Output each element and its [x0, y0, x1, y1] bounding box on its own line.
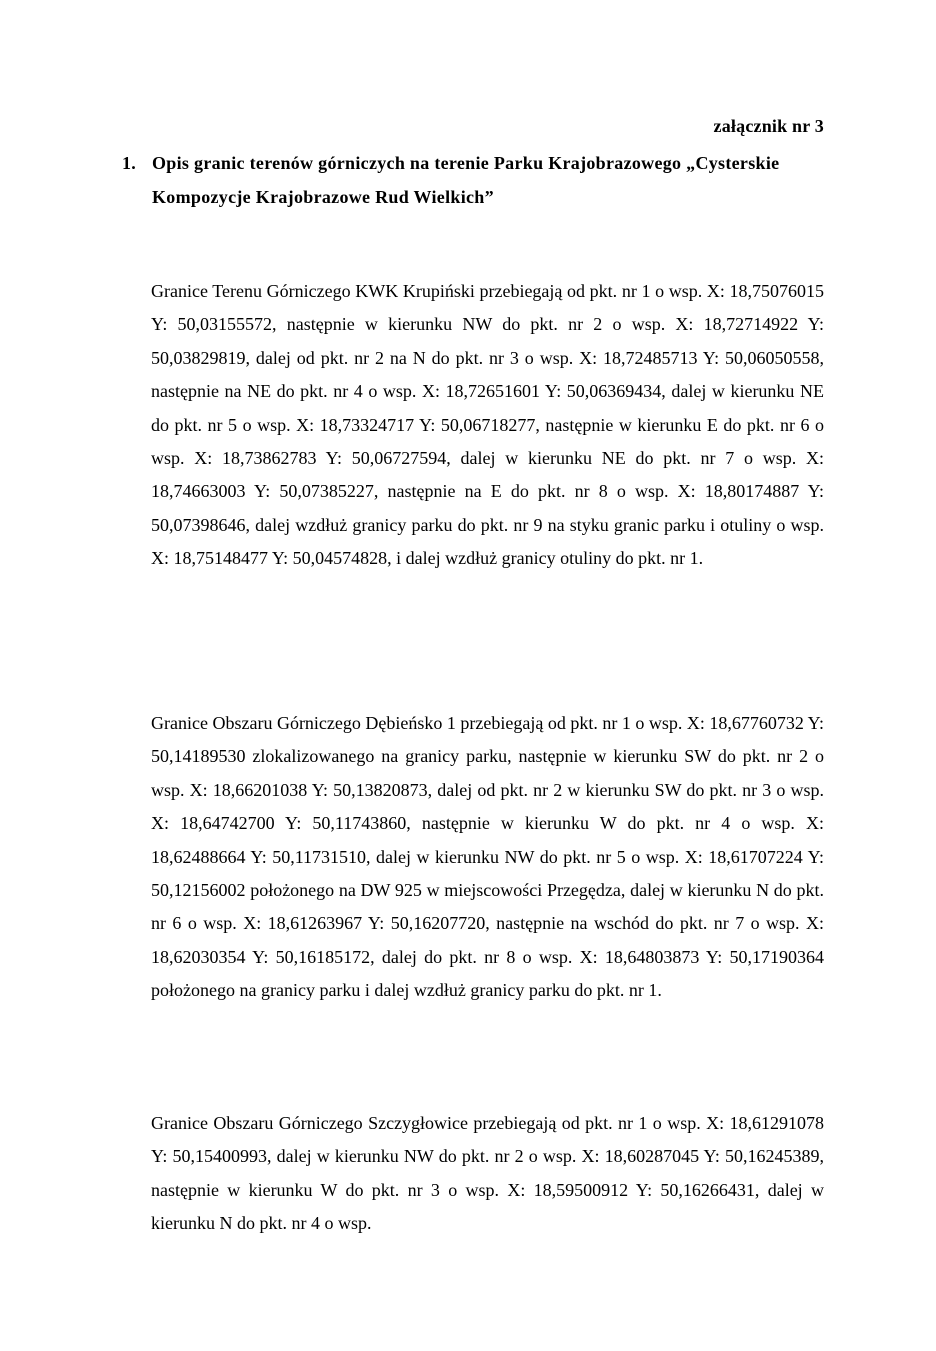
- paragraph-szczyglowice: Granice Obszaru Górniczego Szczygłowice przebiegają od pkt. nr 1 o wsp. X: 18,61291078 Y: 50,15400993, dalej w kierunku NW do pkt. nr 2 o wsp. X: 18,60287045 Y: 50,16245389, następnie w kierunku W do pkt. nr 3 o wsp. X: 18,59500912 Y: 50,16266431, dalej w kierunku N do pkt. nr 4 o wsp.: [151, 1113, 824, 1234]
- paragraph-debiensko: Granice Obszaru Górniczego Dębieńsko 1 przebiegają od pkt. nr 1 o wsp. X: 18,67760732 Y: 50,14189530 zlokalizowanego na granicy parku, następnie w kierunku SW do pkt. nr 2 o wsp. X: 18,66201038 Y: 50,13820873, dalej od pkt. nr 2 w kierunku SW do pkt. nr 3 o wsp. X: 18,64742700 Y: 50,11743860, następnie w kierunku W do pkt. nr 4 o wsp. X: 18,62488664 Y: 50,11731510, dalej w kierunku NW do pkt. nr 5 o wsp. X: 18,61707224 Y: 50,12156002 położonego na DW 925 w miejscowości Przegędza, dalej w kierunku N do pkt. nr 6 o wsp. X: 18,61263967 Y: 50,16207720, następnie na wschód do pkt. nr 7 o wsp. X: 18,62030354 Y: 50,16185172, dalej do pkt. nr 8 o wsp. X: 18,64803873 Y: 50,17190364 położonego na granicy parku i dalej wzdłuż granicy parku do pkt. nr 1.: [151, 713, 825, 1001]
- section-heading: [122, 146, 842, 214]
- section-title: Opis granic terenów górniczych na terenie Parku Krajobrazowego „Cysterskie Kompozycje Krajobrazowe Rud Wielkich”: [152, 153, 780, 207]
- section-number: 1.: [122, 153, 137, 173]
- paragraph-krupinski: Granice Terenu Górniczego KWK Krupiński przebiegają od pkt. nr 1 o wsp. X: 18,75076015 Y: 50,03155572, następnie w kierunku NW do pkt. nr 2 o wsp. X: 18,72714922 Y: 50,03829819, dalej od pkt. nr 2 na N do pkt. nr 3 o wsp. X: 18,72485713 Y: 50,06050558, następnie na NE do pkt. nr 4 o wsp. X: 18,72651601 Y: 50,06369434, dalej w kierunku NE do pkt. nr 5 o wsp. X: 18,73324717 Y: 50,06718277, następnie w kierunku E do pkt. nr 6 o wsp. X: 18,73862783 Y: 50,06727594, dalej w kierunku NE do pkt. nr 7 o wsp. X: 18,74663003 Y: 50,07385227, następnie na E do pkt. nr 8 o wsp. X: 18,80174887 Y: 50,07398646, dalej wzdłuż granicy parku do pkt. nr 9 na styku granic parku i otuliny o wsp. X: 18,75148477 Y: 50,04574828, i dalej wzdłuż granicy otuliny do pkt. nr 1.: [151, 281, 824, 569]
- annex-label: załącznik nr 3: [713, 116, 824, 136]
